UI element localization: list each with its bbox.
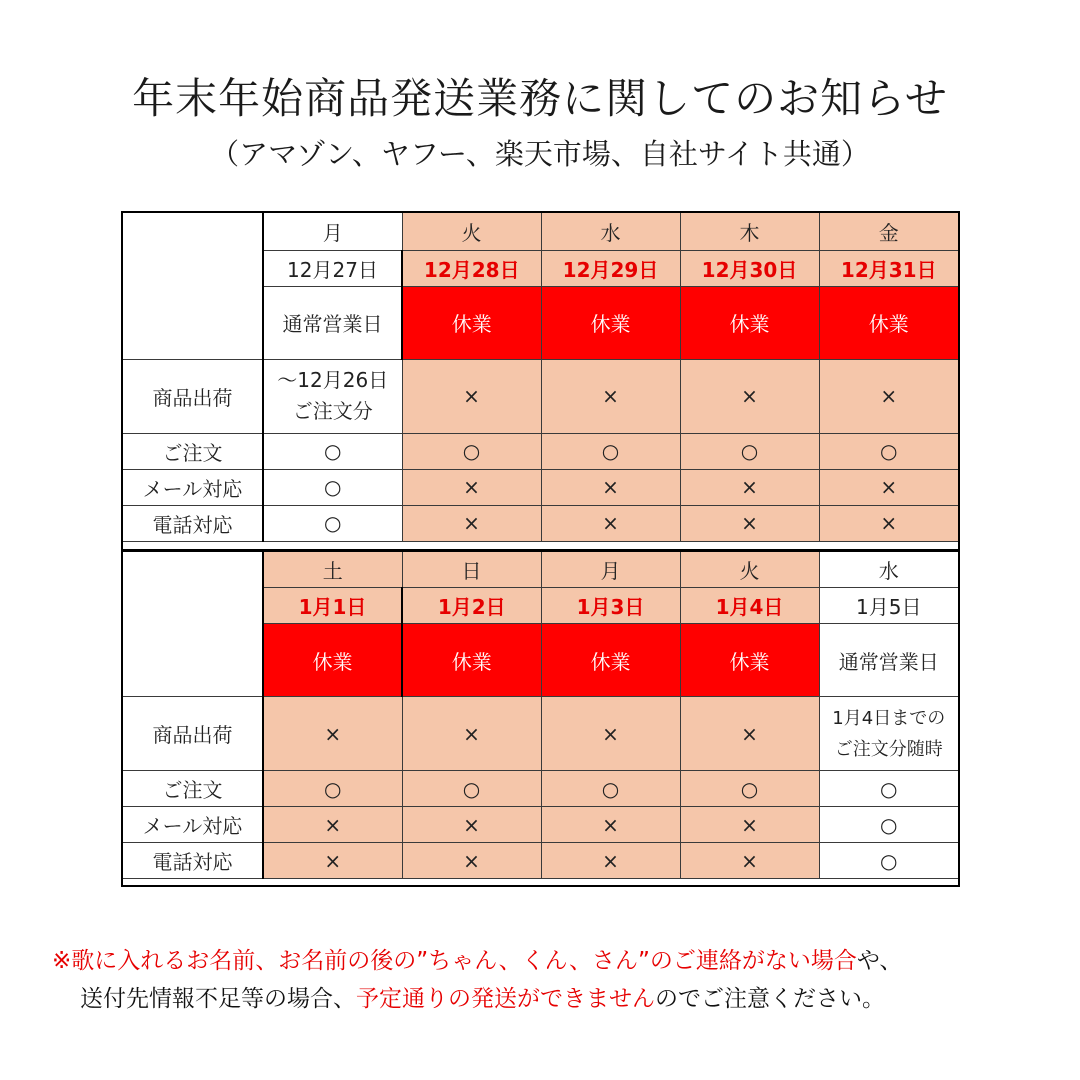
mark-cell: ×: [819, 505, 958, 541]
shipping-note-cell: [263, 359, 402, 433]
mark-cell: ○: [819, 807, 958, 843]
mark-cell: ×: [541, 359, 680, 433]
holiday-date-cell: 1月3日: [541, 588, 680, 624]
mark-cell: ○: [680, 433, 819, 469]
notice-text-start: 送付先情報不足等の場合、: [80, 986, 356, 1012]
mark-cell: ○: [819, 843, 958, 879]
notice-red-text: 予定通りの発送ができません: [356, 986, 655, 1012]
weekday-cell: 土: [263, 551, 402, 588]
row-label-phone: 電話対応: [123, 843, 263, 879]
corner-cell: [123, 213, 263, 359]
mark-cell: ×: [402, 469, 541, 505]
mark-cell: ○: [263, 469, 402, 505]
mark-cell: ×: [263, 697, 402, 771]
mark-cell: ×: [263, 807, 402, 843]
corner-cell: [123, 551, 263, 697]
mark-cell: ×: [402, 359, 541, 433]
mail-row: [123, 807, 958, 843]
holiday-date-cell: 12月29日: [541, 250, 680, 286]
mark-cell: ×: [680, 359, 819, 433]
mark-cell: ×: [819, 359, 958, 433]
row-label-shipping: 商品出荷: [123, 697, 263, 771]
holiday-date-cell: 1月2日: [402, 588, 541, 624]
business-day-cell: 通常営業日: [263, 286, 402, 359]
closed-cell: 休業: [541, 624, 680, 697]
mark-cell: ×: [402, 697, 541, 771]
mark-cell: ×: [402, 505, 541, 541]
closed-cell: 休業: [680, 624, 819, 697]
notice-mark: ※: [52, 948, 72, 974]
phone-row: [123, 843, 958, 879]
weekday-cell: 水: [541, 213, 680, 250]
weekday-cell: 金: [819, 213, 958, 250]
closed-cell: 休業: [680, 286, 819, 359]
holiday-date-cell: 12月30日: [680, 250, 819, 286]
mark-cell: ×: [402, 843, 541, 879]
mark-cell: ×: [819, 469, 958, 505]
holiday-date-cell: 1月4日: [680, 588, 819, 624]
row-label-mail: メール対応: [123, 469, 263, 505]
mark-cell: ○: [541, 433, 680, 469]
mail-row: [123, 469, 958, 505]
mark-cell: ×: [541, 505, 680, 541]
week1-table: [123, 213, 958, 542]
page-subtitle: （アマゾン、ヤフー、楽天市場、自社サイト共通）: [210, 137, 870, 171]
weekday-cell: 水: [819, 551, 958, 588]
holiday-date-cell: 12月28日: [402, 250, 541, 286]
mark-cell: ×: [680, 697, 819, 771]
mark-cell: ○: [819, 433, 958, 469]
notice-red-text: 歌に入れるお名前、お名前の後の”ちゃん、くん、さん”のご連絡がない場合: [71, 948, 857, 974]
phone-row: [123, 505, 958, 541]
notice-line2: [52, 980, 1052, 1018]
mark-cell: ×: [541, 843, 680, 879]
shipping-note-line1: 1月4日までの: [832, 707, 946, 729]
mark-cell: ○: [402, 433, 541, 469]
mark-cell: ×: [680, 807, 819, 843]
week2-table: [123, 549, 958, 879]
mark-cell: ×: [402, 807, 541, 843]
holiday-date-cell: 1月1日: [263, 588, 402, 624]
row-label-mail: メール対応: [123, 807, 263, 843]
closed-cell: 休業: [402, 624, 541, 697]
shipping-note-line1: 〜12月26日: [277, 368, 389, 392]
weekday-row: [123, 551, 958, 588]
weekday-cell: 月: [263, 213, 402, 250]
schedule-table: [121, 211, 960, 887]
mark-cell: ○: [819, 771, 958, 807]
shipping-note-cell: [819, 697, 958, 771]
mark-cell: ○: [541, 771, 680, 807]
row-label-shipping: 商品出荷: [123, 359, 263, 433]
shipping-note-line2: ご注文分: [292, 399, 373, 423]
weekday-row: [123, 213, 958, 250]
row-label-order: ご注文: [123, 771, 263, 807]
mark-cell: ○: [263, 771, 402, 807]
weekday-cell: 月: [541, 551, 680, 588]
business-day-cell: 通常営業日: [819, 624, 958, 697]
mark-cell: ×: [680, 843, 819, 879]
holiday-date-cell: 12月31日: [819, 250, 958, 286]
closed-cell: 休業: [541, 286, 680, 359]
mark-cell: ×: [541, 469, 680, 505]
notice-text: [52, 942, 1052, 1018]
date-cell: 1月5日: [819, 588, 958, 624]
mark-cell: ○: [680, 771, 819, 807]
page-title: 年末年始商品発送業務に関してのお知らせ: [132, 74, 948, 123]
row-label-order: ご注文: [123, 433, 263, 469]
mark-cell: ×: [263, 843, 402, 879]
date-cell: 12月27日: [263, 250, 402, 286]
weekday-cell: 火: [402, 213, 541, 250]
weekday-cell: 日: [402, 551, 541, 588]
order-row: [123, 433, 958, 469]
mark-cell: ×: [680, 505, 819, 541]
mark-cell: ×: [541, 807, 680, 843]
notice-text-end: や、: [856, 948, 903, 974]
notice-text-end: のでご注意ください。: [655, 986, 885, 1012]
mark-cell: ×: [680, 469, 819, 505]
weekday-cell: 木: [680, 213, 819, 250]
closed-cell: 休業: [263, 624, 402, 697]
mark-cell: ○: [402, 771, 541, 807]
mark-cell: ×: [541, 697, 680, 771]
notice-line1: [52, 942, 1052, 980]
shipping-row: [123, 359, 958, 433]
mark-cell: ○: [263, 505, 402, 541]
order-row: [123, 771, 958, 807]
closed-cell: 休業: [819, 286, 958, 359]
row-label-phone: 電話対応: [123, 505, 263, 541]
shipping-row: [123, 697, 958, 771]
weekday-cell: 火: [680, 551, 819, 588]
shipping-note-line2: ご注文分随時: [834, 738, 943, 760]
closed-cell: 休業: [402, 286, 541, 359]
mark-cell: ○: [263, 433, 402, 469]
